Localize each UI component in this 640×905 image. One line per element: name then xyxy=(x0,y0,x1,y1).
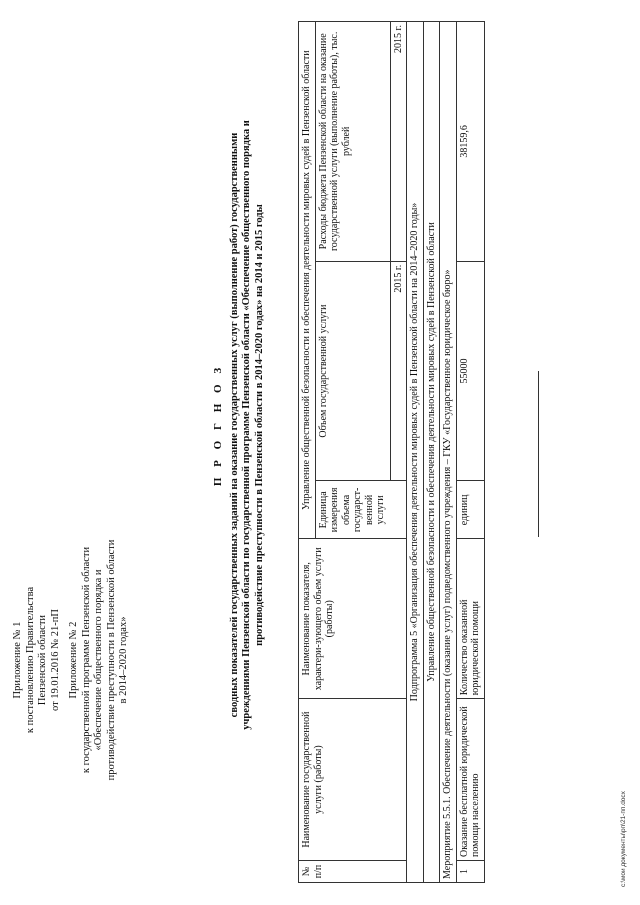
document-title xyxy=(212,95,266,755)
measure-cell: Мероприятие 5.5.1. Обеспечение деятельности (оказание услуг) подведомственного учреждения – ГКУ «Государственное юридическое бюро» xyxy=(440,22,457,883)
title-heading: П Р О Г Н О З xyxy=(212,363,224,487)
appendix-2-line: «Обеспечение общественного порядка и xyxy=(93,569,104,751)
title-line: противодействие преступности в Пензенской области в 2014–2020 годах» на 2014 и 2015 годы xyxy=(253,204,265,646)
appendix-1-line: к постановлению Правительства xyxy=(24,586,36,734)
title-line: учреждениями Пензенской области по государственной программе Пензенской области «Обеспечение общественного порядка и xyxy=(241,120,252,730)
row-num: 1 xyxy=(456,861,484,883)
department-row xyxy=(423,22,440,883)
header-expenses: Расходы бюджета Пензенской области на оказание государственной услуги (выполнение работы), тыс. рублей xyxy=(315,22,390,262)
measure-row xyxy=(440,22,457,883)
department-cell: Управление общественной безопасности и обеспечения деятельности мировых судей в Пензенской области xyxy=(423,22,440,883)
row-expenses: 38159,6 xyxy=(456,22,484,262)
table-row xyxy=(456,22,484,883)
subprogram-cell: Подпрограмма 5 «Организация обеспечения деятельности мировых судей в Пензенской области на 2014–2020 годы» xyxy=(407,22,424,883)
appendix-block xyxy=(12,470,131,850)
header-year-volume: 2015 г. xyxy=(390,261,407,481)
subprogram-row xyxy=(407,22,424,883)
row-volume: 55000 xyxy=(456,261,484,481)
appendix-1-line: Пензенской области xyxy=(37,614,48,706)
appendix-1-line: Приложение № 1 xyxy=(12,621,23,699)
forecast-table xyxy=(298,21,485,883)
appendix-2-line: к государственной программе Пензенской области xyxy=(80,546,92,774)
appendix-2-line: противодействие преступности в Пензенской области xyxy=(105,539,117,781)
header-department: Управление общественной безопасности и обеспечения деятельности мировых судей в Пензенской области xyxy=(299,22,316,539)
header-year-expenses: 2015 г. xyxy=(390,22,407,262)
appendix-2-line: в 2014–2020 годах» xyxy=(118,616,129,704)
separator-line xyxy=(538,371,539,537)
header-num: № п/п xyxy=(299,861,407,883)
header-indicator: Наименование показателя, характери-зующего объем услуги (работы) xyxy=(299,539,407,699)
title-line: сводных показателей государственных заданий на оказание государственных услуг (выполнение работ) государственными xyxy=(228,132,240,718)
appendix-2-line: Приложение № 2 xyxy=(68,621,79,699)
row-indicator: Количество оказанной юридической помощи xyxy=(456,539,484,699)
row-unit: единиц xyxy=(456,481,484,539)
appendix-1-line: от 19.01.2016 № 21-пП xyxy=(49,608,61,712)
header-service: Наименование государственной услуги (работы) xyxy=(299,699,407,861)
header-volume: Объем государственной услуги xyxy=(315,261,390,481)
header-row xyxy=(299,22,316,883)
footer-file-path: c:\мои документы\рп\21-пп.docx xyxy=(620,791,627,887)
header-unit: Единица измерения объема государст-венной услуги xyxy=(315,481,407,539)
row-service: Оказание бесплатной юридической помощи населению xyxy=(456,699,484,861)
